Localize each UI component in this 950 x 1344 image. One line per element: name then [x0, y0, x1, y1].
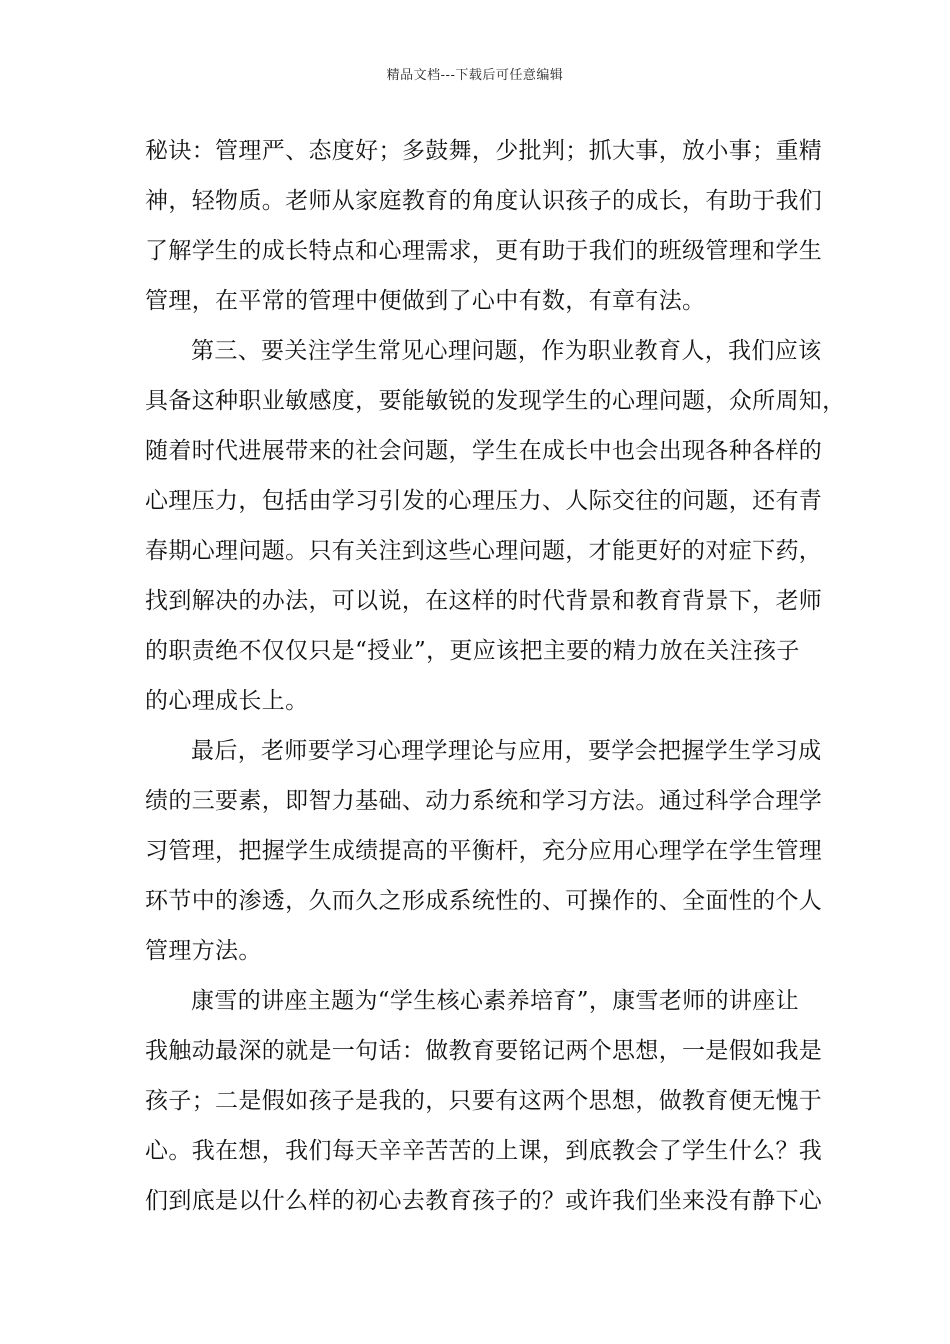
text-line-17: 管理方法。 — [145, 938, 262, 964]
document-body — [145, 126, 846, 1226]
text-line-9: 春期心理问题。只有关注到这些心理问题，才能更好的对症下药， — [145, 538, 823, 564]
text-line-12: 的心理成长上。 — [145, 688, 309, 714]
text-line-22: 们到底是以什么样的初心去教育孩子的？或许我们坐来没有静下心 — [145, 1188, 823, 1214]
text-line-14: 绩的三要素，即智力基础、动力系统和学习方法。通过科学合理学 — [145, 788, 823, 814]
text-line-7: 随着时代进展带来的社会问题，学生在成长中也会出现各种各样的 — [145, 438, 823, 464]
text-line-10: 找到解决的办法，可以说，在这样的时代背景和教育背景下，老师 — [145, 588, 823, 614]
text-line-18: 康雪的讲座主题为“学生核心素养培育”，康雪老师的讲座让 — [191, 988, 799, 1014]
text-line-8: 心理压力，包括由学习引发的心理压力、人际交往的问题，还有青 — [145, 488, 823, 514]
text-line-15: 习管理，把握学生成绩提高的平衡杆，充分应用心理学在学生管理 — [145, 838, 823, 864]
text-line-3: 了解学生的成长特点和心理需求，更有助于我们的班级管理和学生 — [145, 238, 823, 264]
text-line-4: 管理，在平常的管理中便做到了心中有数，有章有法。 — [145, 288, 706, 314]
text-line-16: 环节中的渗透，久而久之形成系统性的、可操作的、全面性的个人 — [145, 888, 823, 914]
text-line-11: 的职责绝不仅仅只是“授业”，更应该把主要的精力放在关注孩子 — [145, 638, 800, 664]
text-line-1: 秘诀：管理严、态度好；多鼓舞，少批判；抓大事，放小事；重精 — [145, 138, 823, 164]
text-line-21: 心。我在想，我们每天辛辛苦苦的上课，到底教会了学生什么？我 — [145, 1138, 823, 1164]
text-line-5: 第三、要关注学生常见心理问题，作为职业教育人，我们应该 — [191, 338, 822, 364]
text-line-2: 神，轻物质。老师从家庭教育的角度认识孩子的成长，有助于我们 — [145, 188, 823, 214]
page-header: 精品文档---下载后可任意编辑 — [386, 68, 564, 83]
text-line-6: 具备这种职业敏感度，要能敏锐的发现学生的心理问题，众所周知， — [145, 388, 846, 414]
text-line-19: 我触动最深的就是一句话：做教育要铭记两个思想，一是假如我是 — [145, 1038, 823, 1064]
text-line-13: 最后，老师要学习心理学理论与应用，要学会把握学生学习成 — [191, 738, 822, 764]
text-line-20: 孩子；二是假如孩子是我的，只要有这两个思想，做教育便无愧于 — [145, 1088, 823, 1114]
